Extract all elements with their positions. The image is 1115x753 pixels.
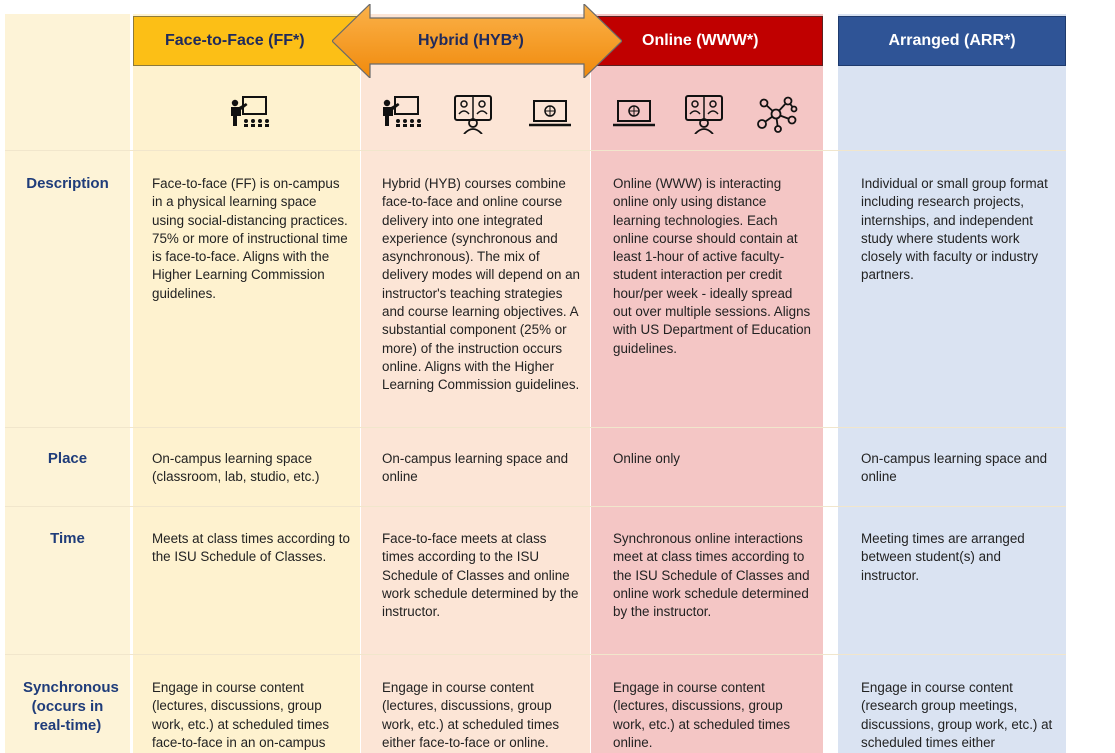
row-label-place: Place: [47, 450, 88, 467]
arr-column: [838, 14, 1066, 753]
place-www-cell: Online only: [613, 451, 680, 466]
description-www-cell: Online (WWW) is interacting online only using distance learning technologies. Each online course should contain at least 1-hour of active faculty-student interaction per credit hour/per week - ideally spread out over multiple sessions. Aligns with US Department of Education guidelines.: [613, 176, 811, 356]
header-face-to-face: Face-to-Face (FF*): [133, 16, 360, 66]
divider: [5, 506, 1066, 507]
network-icon: [754, 93, 800, 135]
video-conference-icon: [684, 94, 724, 134]
divider: [5, 427, 1066, 428]
place-ff-cell: On-campus learning space (classroom, lab, studio, etc.): [152, 451, 320, 485]
time-www-cell: Synchronous online interactions meet at class times according to the ISU Schedule of Classes and online work schedule determined by the instructor.: [613, 531, 810, 620]
row-label-description: Description: [26, 175, 109, 192]
row-label-synchronous: Synchronous (occurs in real-time): [23, 679, 119, 734]
row-label-time: Time: [50, 530, 85, 547]
place-arr-cell: On-campus learning space and online: [861, 451, 1048, 485]
label-column: [5, 14, 130, 753]
synchronous-hyb-cell: Engage in course content (lectures, discussions, group work, etc.) at scheduled times either face-to-face or online.: [382, 680, 560, 750]
divider: [5, 150, 1066, 151]
time-hyb-cell: Face-to-face meets at class times according to the ISU Schedule of Classes and online work schedule determined by the instructor.: [382, 531, 579, 620]
laptop-icon: [612, 99, 656, 129]
description-ff-cell: Face-to-face (FF) is on-campus in a physical learning space using social-distancing practices. 75% or more of instructional time is face-to-face. Aligns with the Higher Learning Commission guidelines.: [152, 176, 348, 301]
video-conference-icon: [453, 94, 493, 134]
synchronous-arr-cell: Engage in course content (research group meetings, discussions, group work, etc.) at scheduled times either: [861, 680, 1053, 750]
description-arr-cell: Individual or small group format including research projects, internships, and independent study where students work closely with faculty or industry partners.: [861, 176, 1048, 283]
time-arr-cell: Meeting times are arranged between student(s) and instructor.: [861, 531, 1025, 583]
divider: [5, 654, 1066, 655]
synchronous-www-cell: Engage in course content (lectures, discussions, group work, etc.) at scheduled times online.: [613, 680, 791, 750]
place-hyb-cell: On-campus learning space and online: [382, 451, 569, 485]
time-ff-cell: Meets at class times according to the ISU Schedule of Classes.: [152, 531, 350, 565]
synchronous-ff-cell: Engage in course content (lectures, discussions, group work, etc.) at scheduled times face-to-face in an on-campus: [152, 680, 330, 750]
header-arranged: Arranged (ARR*): [838, 16, 1066, 66]
header-hybrid: Hybrid (HYB*): [418, 32, 524, 49]
description-hyb-cell: Hybrid (HYB) courses combine face-to-face and online course delivery into one integrated experience (synchronous and asynchronous). The mix of delivery modes will depend on an instructor's teaching strategies and course learning objectives. A substantial component (25% or more) of the instruction occurs online. Aligns with the Higher Learning Commission guidelines.: [382, 176, 581, 393]
laptop-icon: [528, 99, 572, 129]
instructor-classroom-icon: [381, 95, 421, 131]
instructor-classroom-icon: [229, 95, 269, 131]
header-online: Online (WWW*): [591, 16, 823, 66]
